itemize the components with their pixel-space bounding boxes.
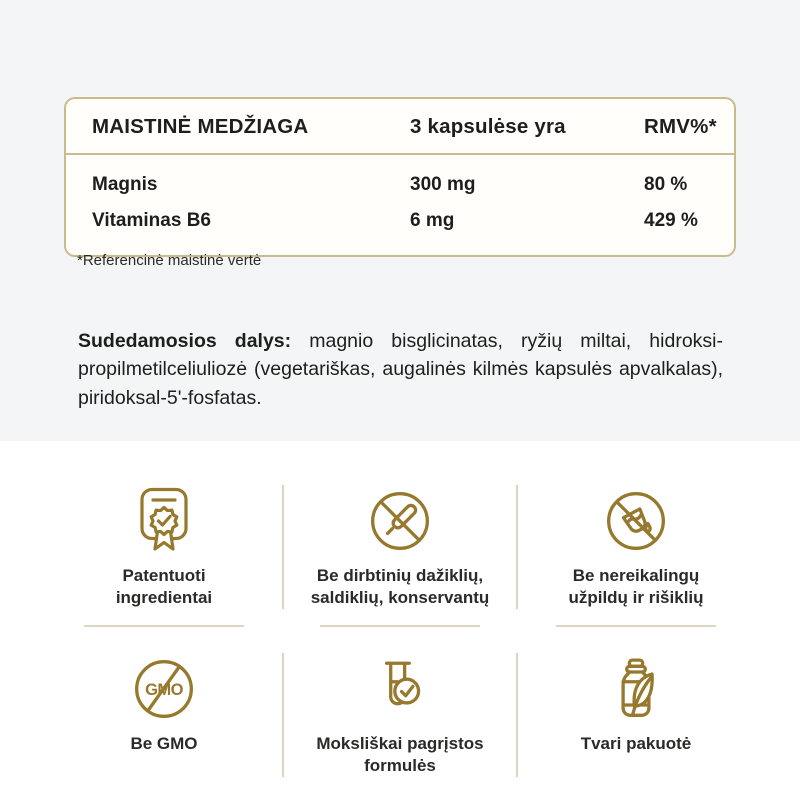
ingredients-paragraph [78, 327, 723, 413]
ingredients-label: Sudedamosios dalys: [78, 329, 292, 352]
nutrition-table [64, 97, 736, 257]
sustainable-package-icon [603, 653, 669, 725]
science-formula-icon [367, 653, 433, 725]
nutrient-rmv: 80 % [644, 174, 688, 195]
no-artificial-colors-icon [367, 485, 433, 557]
table-row [92, 203, 724, 239]
feature-no-gmo [46, 653, 282, 777]
feature-label: Tvari pakuotė [580, 734, 692, 753]
feature-label: Moksliškai pagrįstos formulės [316, 734, 484, 775]
header-nutrient: MAISTINĖ MEDŽIAGA [92, 115, 309, 138]
feature-no-artificial-additives [282, 485, 518, 609]
certificate-badge-icon [131, 485, 197, 557]
feature-label: Be nereikalingų užpildų ir rišiklių [568, 566, 704, 607]
feature-label: Be GMO [130, 734, 198, 753]
row-divider [46, 625, 754, 627]
divider-line [556, 625, 716, 627]
feature-label: Patentuoti ingredientai [115, 566, 213, 607]
feature-sustainable-package [518, 653, 754, 777]
features-row-1 [46, 485, 754, 609]
nutrient-name: Magnis [92, 174, 158, 195]
table-row [92, 167, 724, 203]
feature-no-fillers [518, 485, 754, 609]
ingredients-text: magnio bisglicinatas, ryžių miltai, hidroksi-propilmetilceliuliozė (vegetariškas, augalinės kilmės kapsulės apvalkalas), piridoksal-5'-fosfatas. [78, 329, 723, 409]
header-rmv: RMV%* [644, 115, 717, 138]
divider-line [320, 625, 480, 627]
nutrition-table-body [66, 155, 734, 255]
no-gmo-icon [131, 653, 197, 725]
features-section [0, 441, 800, 800]
reference-value-footnote: *Referencinė maistinė vertė [77, 252, 262, 269]
header-amount: 3 kapsulėse yra [410, 115, 566, 138]
features-row-2 [46, 653, 754, 777]
nutrient-name: Vitaminas B6 [92, 210, 211, 231]
nutrient-amount: 300 mg [410, 174, 476, 195]
no-fillers-binders-icon [603, 485, 669, 557]
feature-patented-ingredients [46, 485, 282, 609]
nutrition-table-header [66, 99, 734, 155]
feature-label: Be dirbtinių dažiklių, saldiklių, konservantų [310, 566, 490, 607]
nutrient-rmv: 429 % [644, 210, 698, 231]
nutrient-amount: 6 mg [410, 210, 455, 231]
svg-text:GMO: GMO [145, 681, 183, 700]
divider-line [84, 625, 244, 627]
feature-science-based [282, 653, 518, 777]
